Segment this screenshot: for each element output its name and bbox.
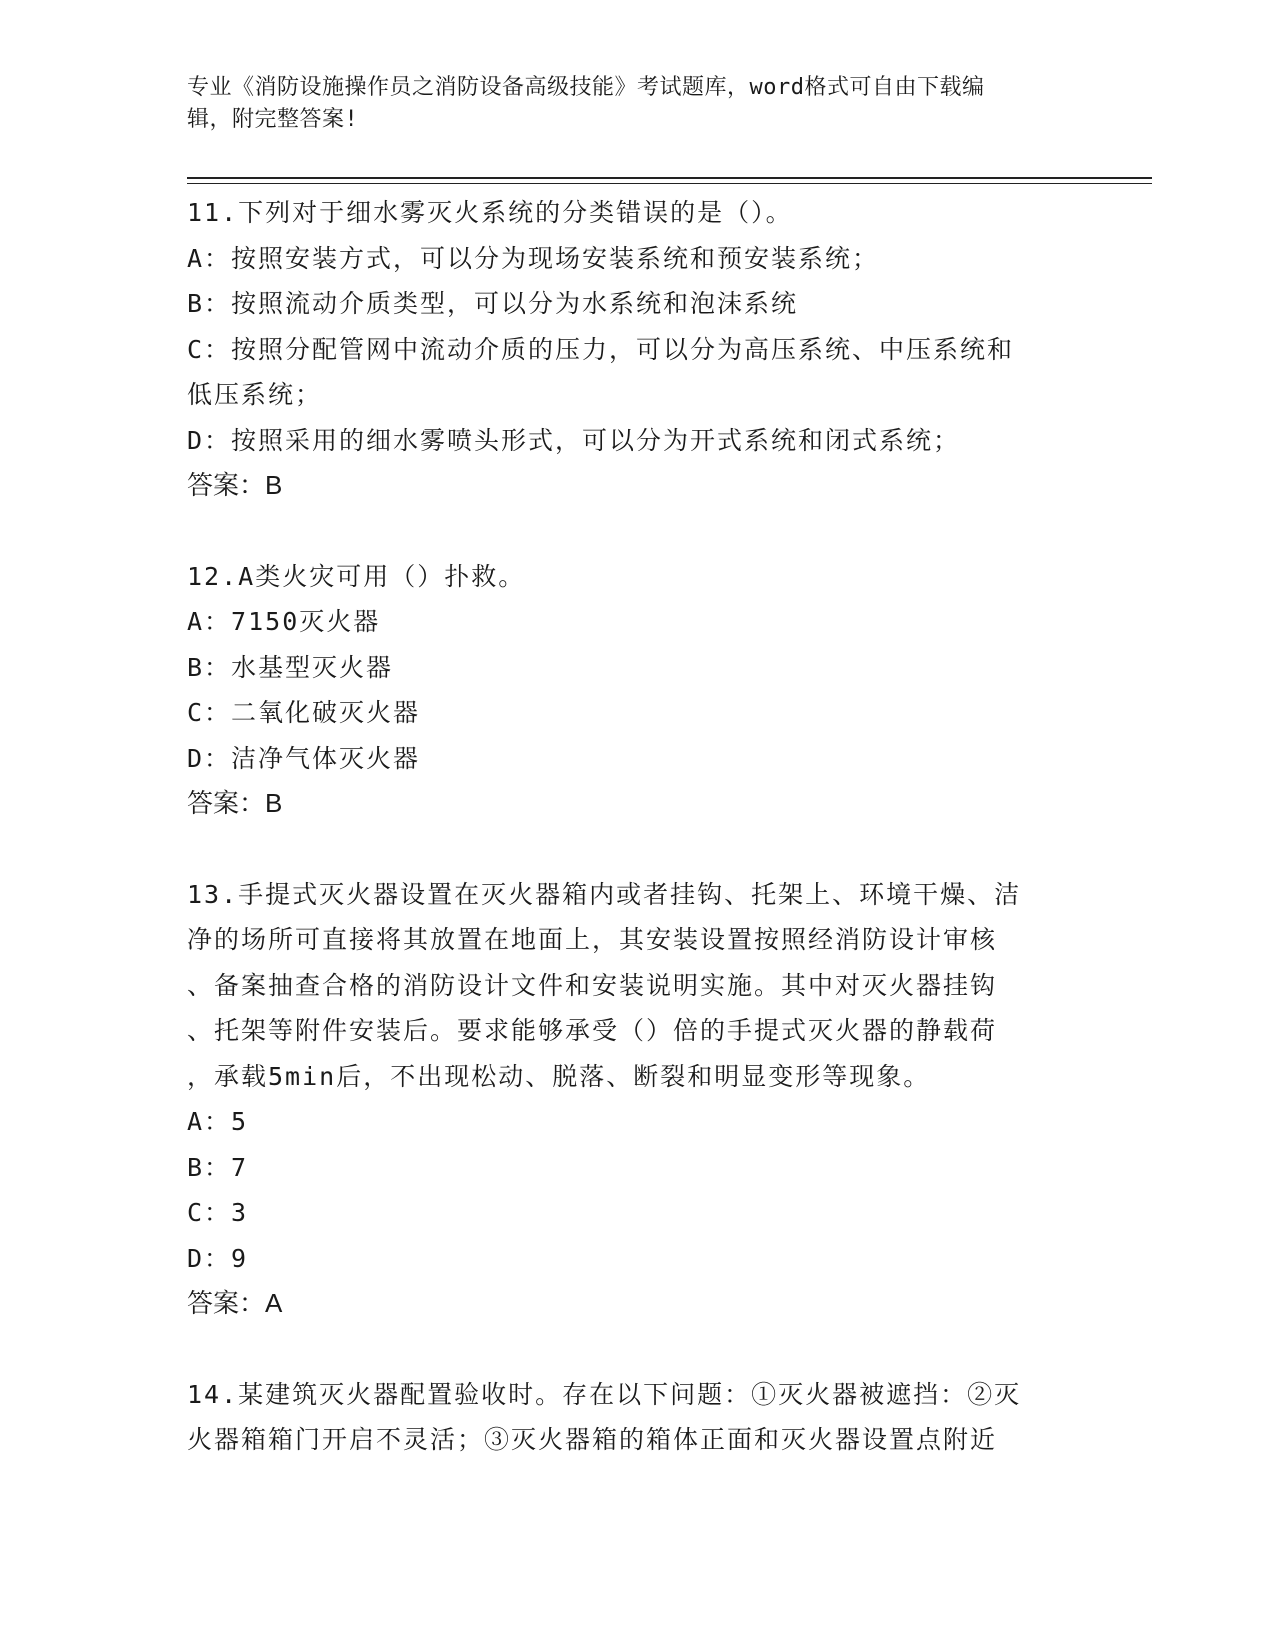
question-11: [187, 190, 1067, 509]
option-b: B：水基型灭火器: [187, 652, 394, 682]
option-b: B：7: [187, 1152, 249, 1182]
question-stem-line-2: 净的场所可直接将其放置在地面上，其安装设置按照经消防设计审核: [187, 925, 998, 954]
question-stem: 11.下列对于细水雾灭火系统的分类错误的是（）。: [187, 198, 793, 227]
question-12: [187, 554, 1067, 827]
question-stem-line-1: 14.某建筑灭火器配置验收时。存在以下问题：①灭火器被遮挡：②灭: [187, 1379, 1022, 1409]
answer: 答案：B: [187, 788, 283, 818]
header-line-1: 专业《消防设施操作员之消防设备高级技能》考试题库，word格式可自由下载编: [187, 75, 985, 100]
option-d: D：按照采用的细水雾喷头形式，可以分为开式系统和闭式系统；: [187, 425, 961, 455]
document-header: [187, 72, 1067, 136]
option-c-continued: 低压系统；: [187, 380, 323, 409]
header-line-2: 辑，附完整答案!: [187, 107, 359, 132]
option-a: A：按照安装方式，可以分为现场安装系统和预安装系统；: [187, 243, 880, 273]
option-b: B：按照流动介质类型，可以分为水系统和泡沫系统: [187, 289, 799, 318]
question-stem-line-4: 、托架等附件安装后。要求能够承受（）倍的手提式灭火器的静载荷: [187, 1016, 998, 1045]
header-divider-thick: [187, 177, 1152, 179]
option-a: A：7150灭火器: [187, 607, 381, 636]
option-c: C：二氧化破灭火器: [187, 698, 421, 727]
option-c: C：3: [187, 1198, 249, 1227]
option-d: D：9: [187, 1243, 249, 1273]
answer: 答案：B: [187, 470, 283, 500]
header-divider-thin: [187, 183, 1152, 184]
question-stem-line-5: ，承载5min后，不出现松动、脱落、断裂和明显变形等现象。: [187, 1061, 931, 1091]
question-14: [187, 1372, 1067, 1463]
question-stem: 12.A类火灾可用（）扑救。: [187, 561, 526, 591]
question-list: [187, 190, 1067, 1508]
question-stem-line-1: 13.手提式灭火器设置在灭火器箱内或者挂钩、托架上、环境干燥、洁: [187, 879, 1022, 909]
option-c: C：按照分配管网中流动介质的压力，可以分为高压系统、中压系统和: [187, 334, 1015, 364]
question-13: [187, 872, 1067, 1327]
option-a: A：5: [187, 1107, 249, 1136]
question-stem-line-3: 、备案抽查合格的消防设计文件和安装说明实施。其中对灭火器挂钩: [187, 970, 998, 1000]
option-d: D：洁净气体灭火器: [187, 743, 421, 773]
answer: 答案：A: [187, 1288, 283, 1318]
question-stem-line-2: 火器箱箱门开启不灵活；③灭火器箱的箱体正面和灭火器设置点附近: [187, 1425, 998, 1454]
